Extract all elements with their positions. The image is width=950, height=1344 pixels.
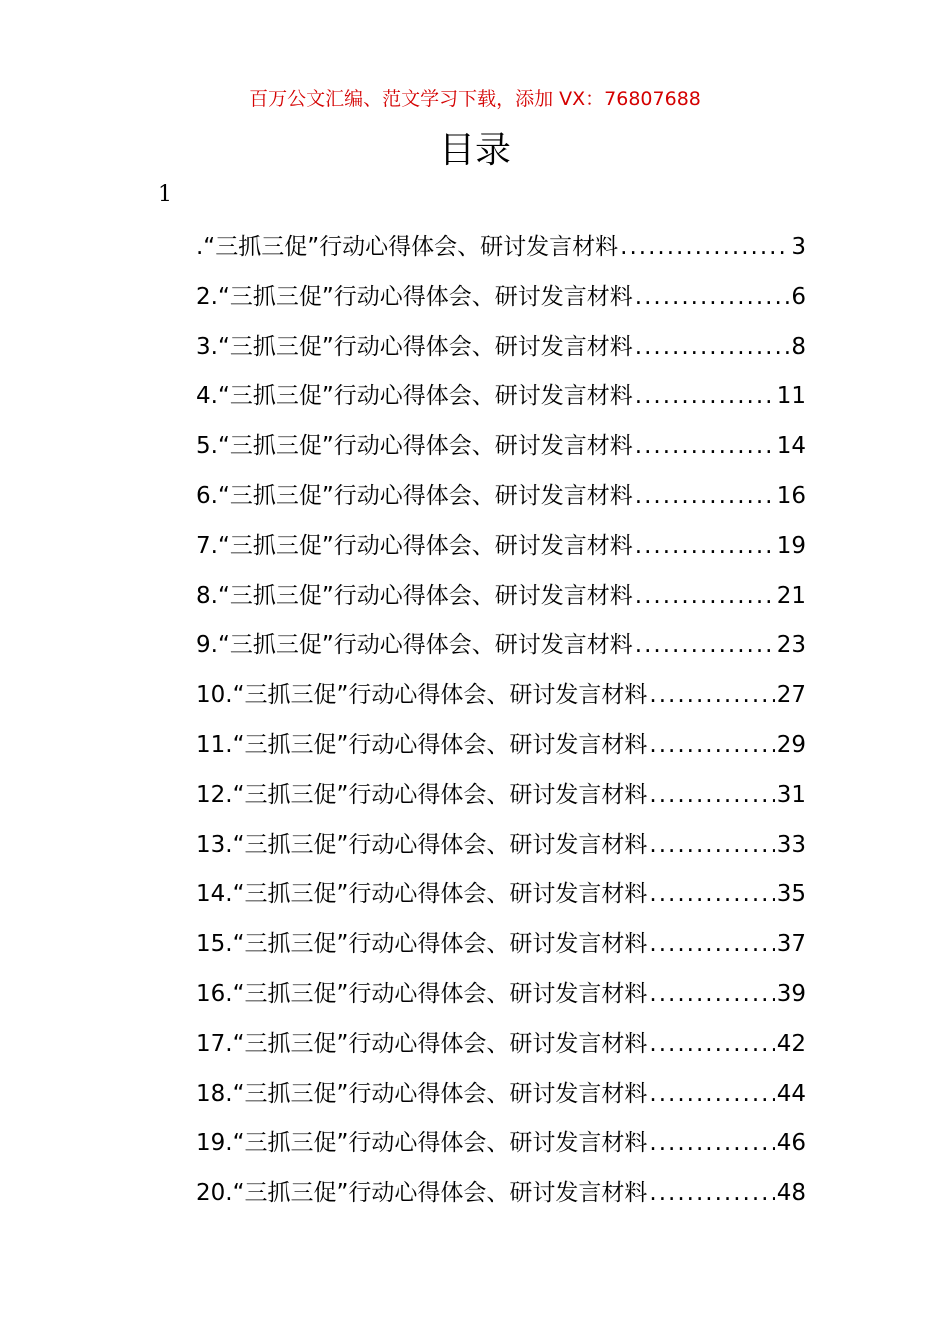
- toc-entry-page: 31: [776, 781, 806, 808]
- toc-entry-page: 14: [776, 433, 806, 460]
- toc-dot-leader: [649, 1180, 774, 1206]
- toc-entry[interactable]: [196, 278, 806, 328]
- toc-entry-page: 8: [791, 333, 806, 360]
- toc-entry-label: 8.“三抓三促”行动心得体会、研讨发言材料: [196, 582, 633, 609]
- toc-entry[interactable]: [196, 1025, 806, 1075]
- toc-dot-leader: [649, 931, 774, 957]
- toc-entry-page: 35: [776, 881, 806, 908]
- header-note: 百万公文汇编、范文学习下载，添加 VX：76807688: [249, 88, 701, 110]
- toc-entry[interactable]: [196, 228, 806, 278]
- toc-dot-leader: [635, 483, 775, 509]
- toc-dot-leader: [649, 682, 774, 708]
- toc-entry-label: .“三抓三促”行动心得体会、研讨发言材料: [196, 234, 619, 260]
- toc-entry-page: 21: [776, 582, 806, 609]
- toc-entry[interactable]: [196, 975, 806, 1025]
- toc-entry-label: 18.“三抓三促”行动心得体会、研讨发言材料: [196, 1080, 648, 1107]
- toc-entry-page: 11: [776, 383, 806, 410]
- toc-entry-page: 27: [776, 682, 806, 709]
- toc-entry[interactable]: [196, 726, 806, 776]
- toc-entry[interactable]: [196, 577, 806, 627]
- toc-dot-leader: [649, 981, 774, 1007]
- toc-entry-label: 4.“三抓三促”行动心得体会、研讨发言材料: [196, 383, 633, 410]
- toc-entry[interactable]: [196, 925, 806, 975]
- toc-dot-leader: [635, 583, 775, 609]
- toc-entry[interactable]: [196, 1075, 806, 1125]
- toc-dot-leader: [635, 284, 790, 310]
- toc-entry-label: 19.“三抓三促”行动心得体会、研讨发言材料: [196, 1130, 648, 1157]
- toc-entry[interactable]: [196, 427, 806, 477]
- toc-entry[interactable]: [196, 527, 806, 577]
- toc-dot-leader: [649, 782, 774, 808]
- toc-entry-label: 17.“三抓三促”行动心得体会、研讨发言材料: [196, 1030, 648, 1057]
- toc-entry-label: 2.“三抓三促”行动心得体会、研讨发言材料: [196, 283, 633, 310]
- toc-entry[interactable]: [196, 328, 806, 378]
- table-of-contents: [196, 228, 806, 1224]
- toc-entry[interactable]: [196, 875, 806, 925]
- toc-entry-page: 37: [776, 931, 806, 958]
- toc-entry-label: 6.“三抓三促”行动心得体会、研讨发言材料: [196, 482, 633, 509]
- toc-entry-page: 42: [776, 1030, 806, 1057]
- toc-entry-label: 13.“三抓三促”行动心得体会、研讨发言材料: [196, 831, 648, 858]
- toc-dot-leader: [649, 1081, 774, 1107]
- toc-dot-leader: [635, 533, 775, 559]
- toc-entry-page: 6: [791, 283, 806, 310]
- toc-entry[interactable]: [196, 826, 806, 876]
- toc-entry-label: 5.“三抓三促”行动心得体会、研讨发言材料: [196, 433, 633, 460]
- toc-entry-label: 16.“三抓三促”行动心得体会、研讨发言材料: [196, 980, 648, 1007]
- toc-entry-label: 3.“三抓三促”行动心得体会、研讨发言材料: [196, 333, 633, 360]
- toc-dot-leader: [635, 433, 775, 459]
- toc-entry-page: 39: [776, 980, 806, 1007]
- toc-entry[interactable]: [196, 776, 806, 826]
- toc-dot-leader: [620, 234, 789, 260]
- toc-entry-label: 11.“三抓三促”行动心得体会、研讨发言材料: [196, 731, 648, 758]
- toc-entry-label: 15.“三抓三促”行动心得体会、研讨发言材料: [196, 931, 648, 958]
- lead-number: 1: [158, 182, 172, 207]
- toc-dot-leader: [649, 732, 774, 758]
- toc-entry-label: 9.“三抓三促”行动心得体会、研讨发言材料: [196, 632, 633, 659]
- toc-entry-label: 20.“三抓三促”行动心得体会、研讨发言材料: [196, 1180, 648, 1207]
- toc-entry[interactable]: [196, 477, 806, 527]
- page-title: 目录: [438, 130, 511, 171]
- toc-dot-leader: [649, 832, 774, 858]
- toc-entry-label: 10.“三抓三促”行动心得体会、研讨发言材料: [196, 682, 648, 709]
- toc-dot-leader: [649, 1130, 774, 1156]
- toc-entry-page: 19: [776, 532, 806, 559]
- toc-entry[interactable]: [196, 676, 806, 726]
- toc-dot-leader: [635, 383, 775, 409]
- toc-entry-page: 33: [776, 831, 806, 858]
- toc-entry-label: 12.“三抓三促”行动心得体会、研讨发言材料: [196, 781, 648, 808]
- toc-entry-page: 48: [776, 1180, 806, 1207]
- toc-entry-page: 46: [776, 1130, 806, 1157]
- toc-dot-leader: [635, 632, 775, 658]
- toc-entry[interactable]: [196, 1124, 806, 1174]
- toc-entry-page: 3: [791, 234, 806, 260]
- toc-entry[interactable]: [196, 377, 806, 427]
- toc-entry-page: 29: [776, 731, 806, 758]
- toc-entry-page: 23: [776, 632, 806, 659]
- toc-dot-leader: [649, 881, 774, 907]
- toc-dot-leader: [635, 334, 790, 360]
- toc-entry[interactable]: [196, 1174, 806, 1224]
- toc-dot-leader: [649, 1031, 774, 1057]
- toc-entry-label: 7.“三抓三促”行动心得体会、研讨发言材料: [196, 532, 633, 559]
- toc-entry-page: 44: [776, 1080, 806, 1107]
- toc-entry-label: 14.“三抓三促”行动心得体会、研讨发言材料: [196, 881, 648, 908]
- toc-entry-page: 16: [776, 482, 806, 509]
- toc-entry[interactable]: [196, 626, 806, 676]
